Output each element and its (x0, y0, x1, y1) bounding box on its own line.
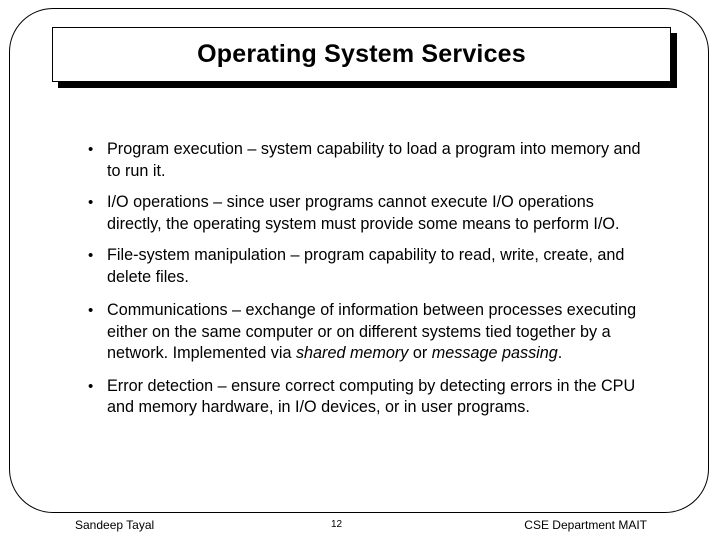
bullet-text: Program execution – system capability to load a program into memory and to run it. (107, 140, 641, 180)
bullet-item-file-system-manipulation (88, 245, 648, 288)
bullet-text-italic: shared memory (295, 344, 409, 362)
footer-page-number: 12 (331, 519, 343, 530)
bullet-text-part: . (557, 344, 563, 362)
slide-title: Operating System Services (197, 40, 526, 68)
bullet-icon: • (88, 247, 94, 264)
bullet-text: File-system manipulation – program capability to read, write, create, and delete files. (107, 246, 625, 286)
bullet-icon: • (88, 194, 94, 211)
bullet-text-part: or (408, 344, 432, 362)
bullet-text-italic: message passing (431, 344, 558, 362)
bullet-item-io-operations (88, 192, 648, 235)
bullet-item-program-execution (88, 139, 648, 182)
bullet-text: Error detection – ensure correct computing by detecting errors in the CPU and memory hardware, in I/O devices, or in user programs. (107, 376, 636, 416)
bullet-icon: • (88, 141, 94, 158)
footer-author: Sandeep Tayal (75, 518, 155, 532)
bullet-text (107, 301, 636, 362)
bullet-icon: • (88, 377, 94, 395)
bullet-item-error-detection (88, 376, 648, 419)
bullet-list (88, 139, 648, 429)
bullet-text: I/O operations – since user programs cannot execute I/O operations directly, the operating system must provide some means to perform I/O. (107, 193, 620, 233)
footer-department: CSE Department MAIT (524, 518, 647, 532)
bullet-item-communications (88, 300, 648, 365)
bullet-icon: • (88, 302, 94, 319)
title-box (52, 27, 671, 82)
bullet-text-part: Communications – exchange of information between processes executing either on the same computer or on different systems tied together by a network. Implemented via (107, 301, 637, 362)
